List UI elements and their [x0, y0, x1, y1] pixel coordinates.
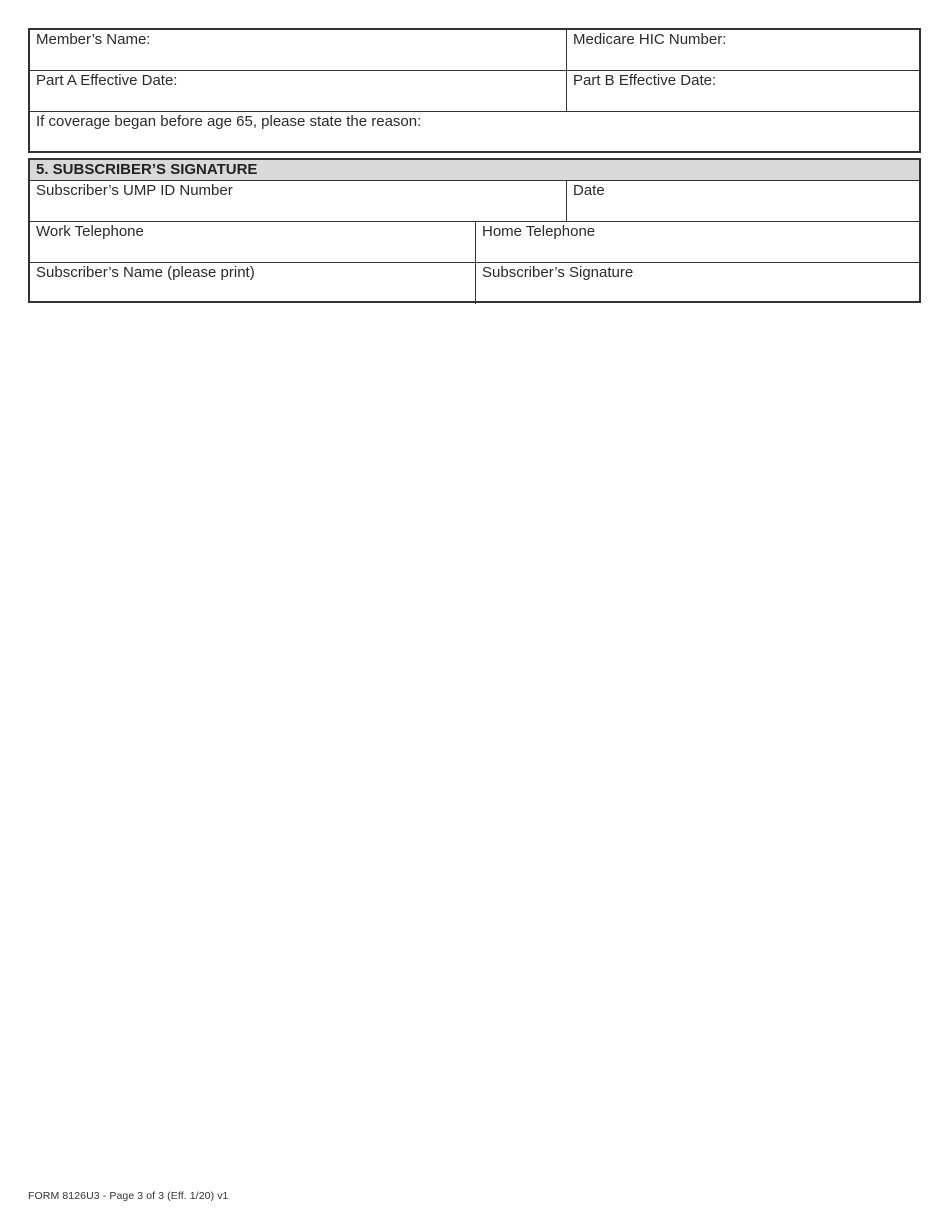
- member-name-label: Member’s Name:: [36, 31, 151, 48]
- form-footer: FORM 8126U3 - Page 3 of 3 (Eff. 1/20) v1: [28, 1190, 229, 1202]
- part-b-effective-date-field[interactable]: [566, 71, 919, 111]
- member-row: [30, 30, 919, 71]
- part-a-effective-date-field[interactable]: [30, 71, 566, 111]
- medicare-hic-number-field[interactable]: [566, 30, 919, 70]
- subscriber-name-field[interactable]: [30, 263, 475, 304]
- subscriber-signature-label: Subscriber’s Signature: [482, 264, 634, 281]
- home-telephone-label: Home Telephone: [482, 223, 596, 240]
- subscriber-signature-field[interactable]: [475, 263, 919, 304]
- name-signature-row: [30, 263, 919, 304]
- date-field[interactable]: [566, 181, 919, 221]
- section-title: 5. SUBSCRIBER’S SIGNATURE: [36, 161, 258, 178]
- telephone-row: [30, 222, 919, 263]
- medicare-hic-number-label: Medicare HIC Number:: [573, 31, 727, 48]
- part-b-effective-date-label: Part B Effective Date:: [573, 72, 717, 89]
- work-telephone-label: Work Telephone: [36, 223, 144, 240]
- ump-id-number-field[interactable]: [30, 181, 566, 221]
- subscriber-name-label: Subscriber’s Name (please print): [36, 264, 255, 281]
- work-telephone-field[interactable]: [30, 222, 475, 262]
- medicare-info-box: [28, 28, 921, 153]
- coverage-reason-row: [30, 112, 919, 153]
- home-telephone-field[interactable]: [475, 222, 919, 262]
- effective-dates-row: [30, 71, 919, 112]
- section-header: [30, 160, 919, 181]
- part-a-effective-date-label: Part A Effective Date:: [36, 72, 178, 89]
- member-name-field[interactable]: [30, 30, 566, 70]
- date-label: Date: [573, 182, 605, 199]
- coverage-reason-field[interactable]: [30, 112, 919, 153]
- ump-id-number-label: Subscriber’s UMP ID Number: [36, 182, 233, 199]
- ump-id-row: [30, 181, 919, 222]
- coverage-reason-label: If coverage began before age 65, please state the reason:: [36, 113, 422, 130]
- subscriber-signature-section: [28, 158, 921, 303]
